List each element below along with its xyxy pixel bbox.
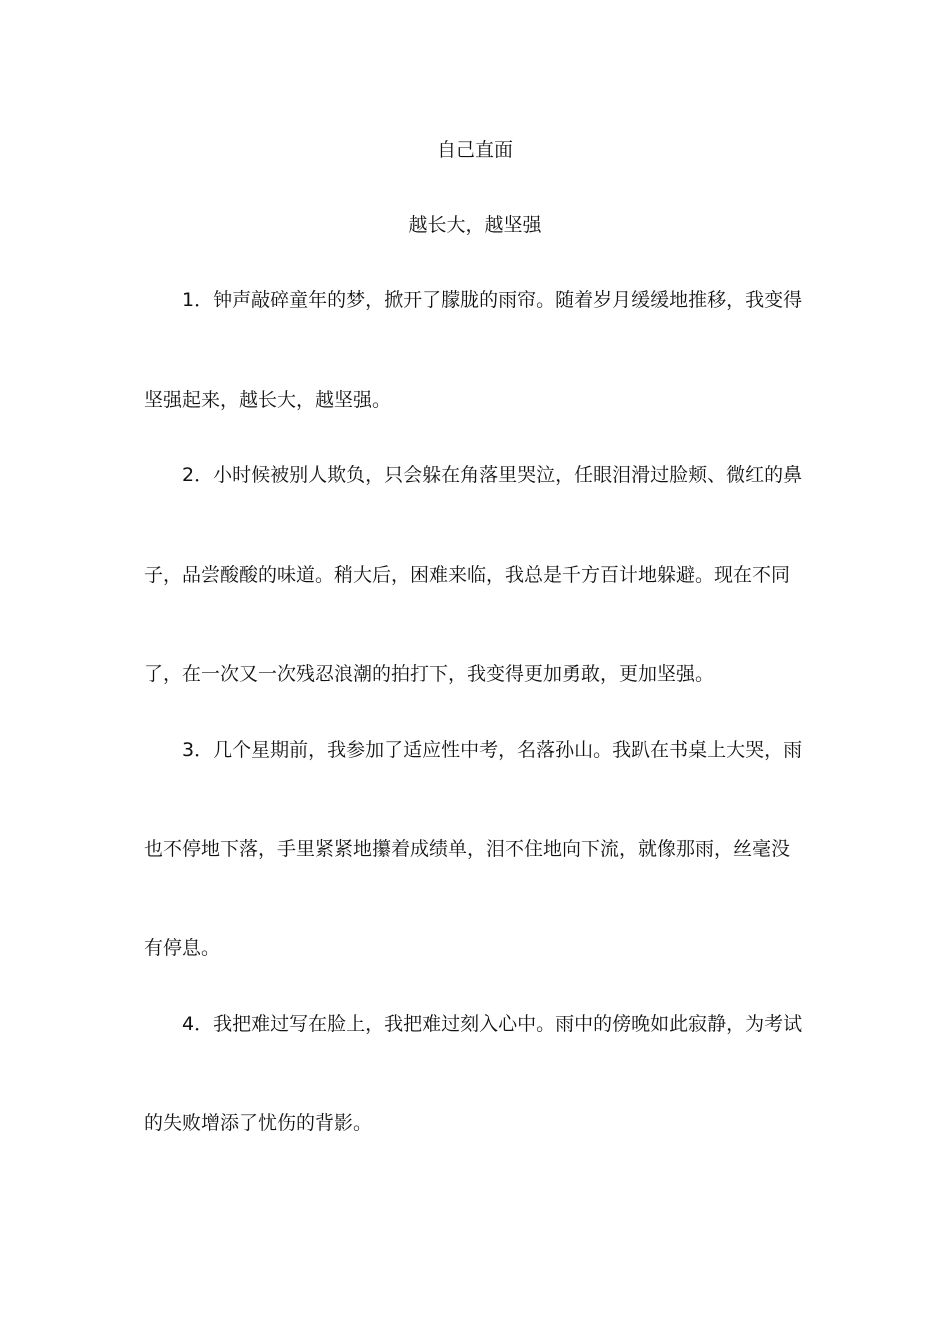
paragraph-2-line-2: 子，品尝酸酸的味道。稍大后，困难来临，我总是千方百计地躲避。现在不同 [144, 564, 791, 586]
paragraph-3-line-3: 有停息。 [144, 937, 221, 959]
paragraph-2-line-1: 2．小时候被别人欺负，只会躲在角落里哭泣，任眼泪滑过脸颊、微红的鼻 [182, 464, 803, 486]
document-title: 自己直面 [436, 139, 513, 161]
paragraph-1-line-1: 1．钟声敲碎童年的梦，掀开了朦胧的雨帘。随着岁月缓缓地推移，我变得 [182, 289, 803, 311]
paragraph-3-line-1: 3．几个星期前，我参加了适应性中考，名落孙山。我趴在书桌上大哭，雨 [182, 739, 803, 761]
paragraph-2-line-3: 了，在一次又一次残忍浪潮的拍打下，我变得更加勇敢，更加坚强。 [144, 663, 715, 685]
paragraph-1-line-2: 坚强起来，越长大，越坚强。 [144, 389, 392, 411]
paragraph-3-line-2: 也不停地下落，手里紧紧地攥着成绩单，泪不住地向下流，就像那雨，丝毫没 [144, 838, 791, 860]
paragraph-4-line-1: 4．我把难过写在脸上，我把难过刻入心中。雨中的傍晚如此寂静，为考试 [182, 1013, 803, 1035]
document-subtitle: 越长大，越坚强 [408, 214, 542, 236]
paragraph-4-line-2: 的失败增添了忧伤的背影。 [144, 1112, 373, 1134]
